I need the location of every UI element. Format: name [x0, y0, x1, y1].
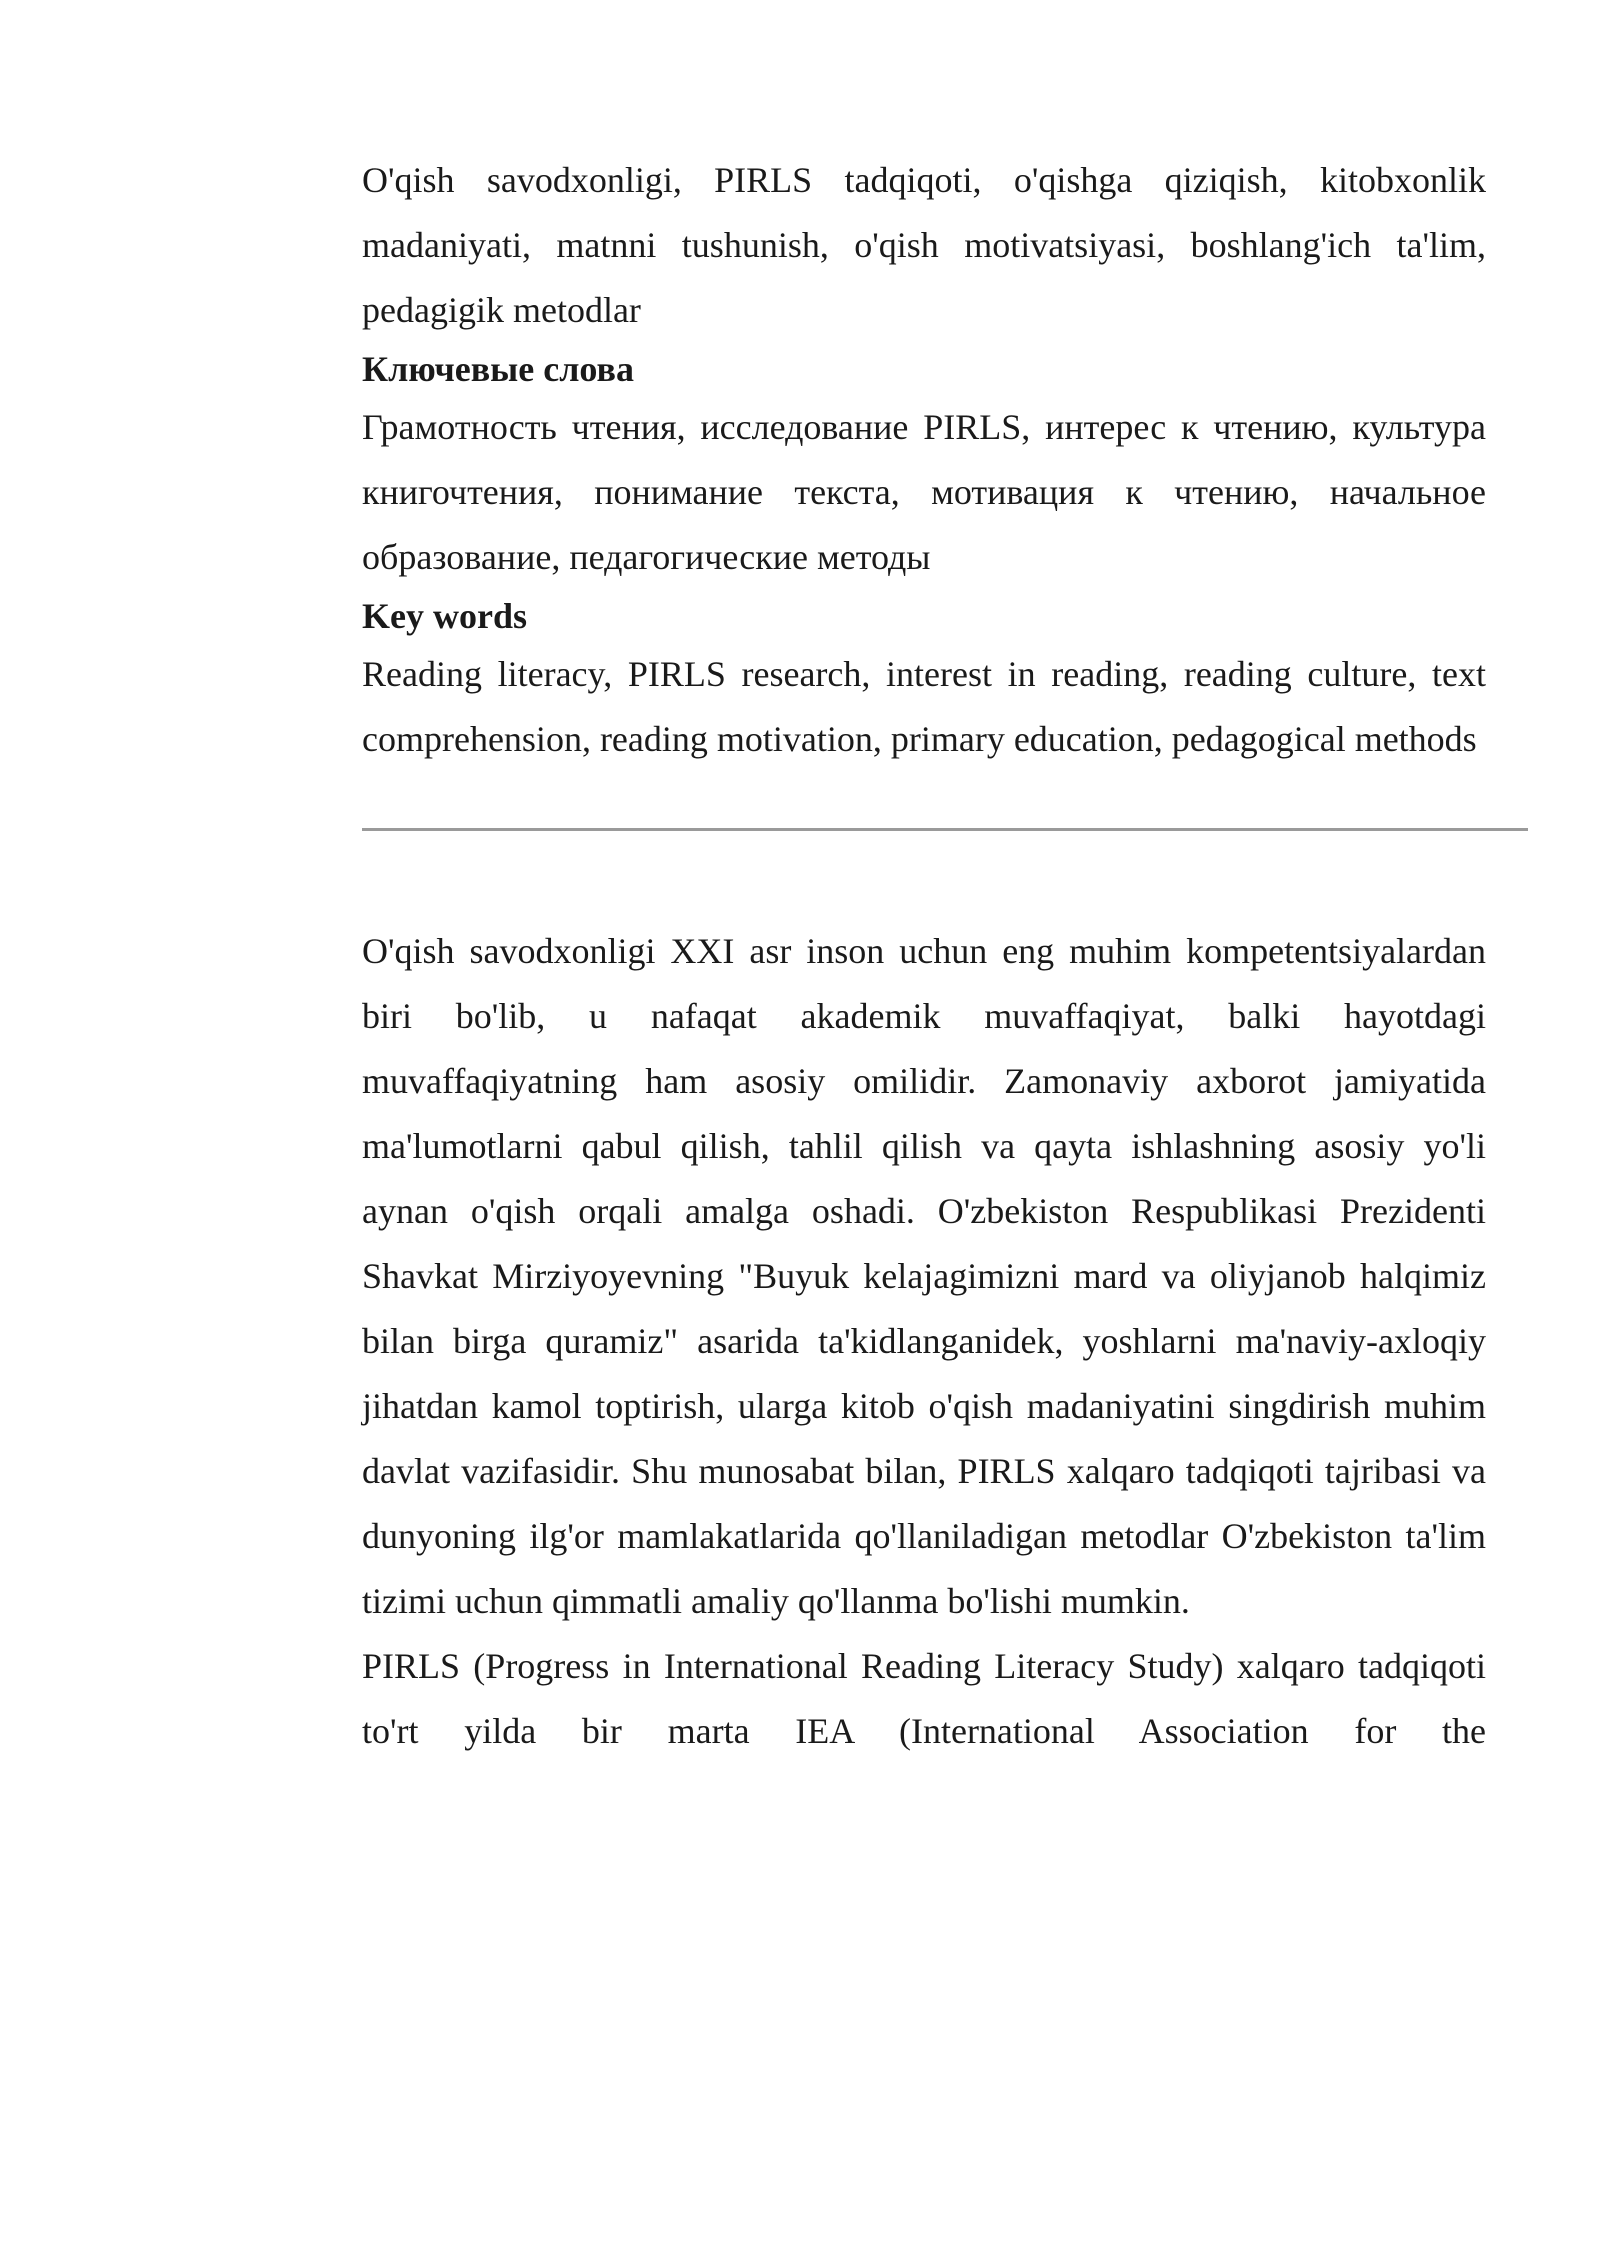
document-page [362, 148, 1486, 1764]
keywords-ru-text: Грамотность чтения, исследование PIRLS, интерес к чтению, культура книгочтения, понимание текста, мотивация к чтению, начальное образование, педагогические методы [362, 407, 1486, 577]
keywords-uz-text: O'qish savodxonligi, PIRLS tadqiqoti, o'qishga qiziqish, kitobxonlik madaniyati, matnni tushunish, o'qish motivatsiyasi, boshlang'ich ta'lim, pedagigik metodlar [362, 160, 1486, 330]
body-paragraph-2: PIRLS (Progress in International Reading Literacy Study) xalqaro tadqiqoti to'rt yilda bir marta IEA (International Association for the [362, 1646, 1486, 1751]
body-paragraph-1: O'qish savodxonligi XXI asr inson uchun eng muhim kompetentsiyalardan biri bo'lib, u nafaqat akademik muvaffaqiyat, balki hayotdagi muvaffaqiyatning ham asosiy omilidir. Zamonaviy axborot jamiyatida ma'lumotlarni qabul qilish, tahlil qilish va qayta ishlashning asosiy yo'li aynan o'qish orqali amalga oshadi. O'zbekiston Respublikasi Prezidenti Shavkat Mirziyoyevning "Buyuk kelajagimizni mard va oliyjanob halqimiz bilan birga quramiz" asarida ta'kidlanganidek, yoshlarni ma'naviy-axloqiy jihatdan kamol toptirish, ularga kitob o'qish madaniyatini singdirish muhim davlat vazifasidir. Shu munosabat bilan, PIRLS xalqaro tadqiqoti tajribasi va dunyoning ilg'or mamlakatlarida qo'llaniladigan metodlar O'zbekiston ta'lim tizimi uchun qimmatli amaliy qo'llanma bo'lishi mumkin. [362, 931, 1486, 1621]
keywords-en-text: Reading literacy, PIRLS research, interest in reading, reading culture, text comprehension, reading motivation, primary education, pedagogical methods [362, 654, 1486, 759]
keywords-en-heading: Key words [362, 596, 527, 636]
section-divider [362, 828, 1528, 831]
keywords-ru-heading: Ключевые слова [362, 349, 634, 389]
